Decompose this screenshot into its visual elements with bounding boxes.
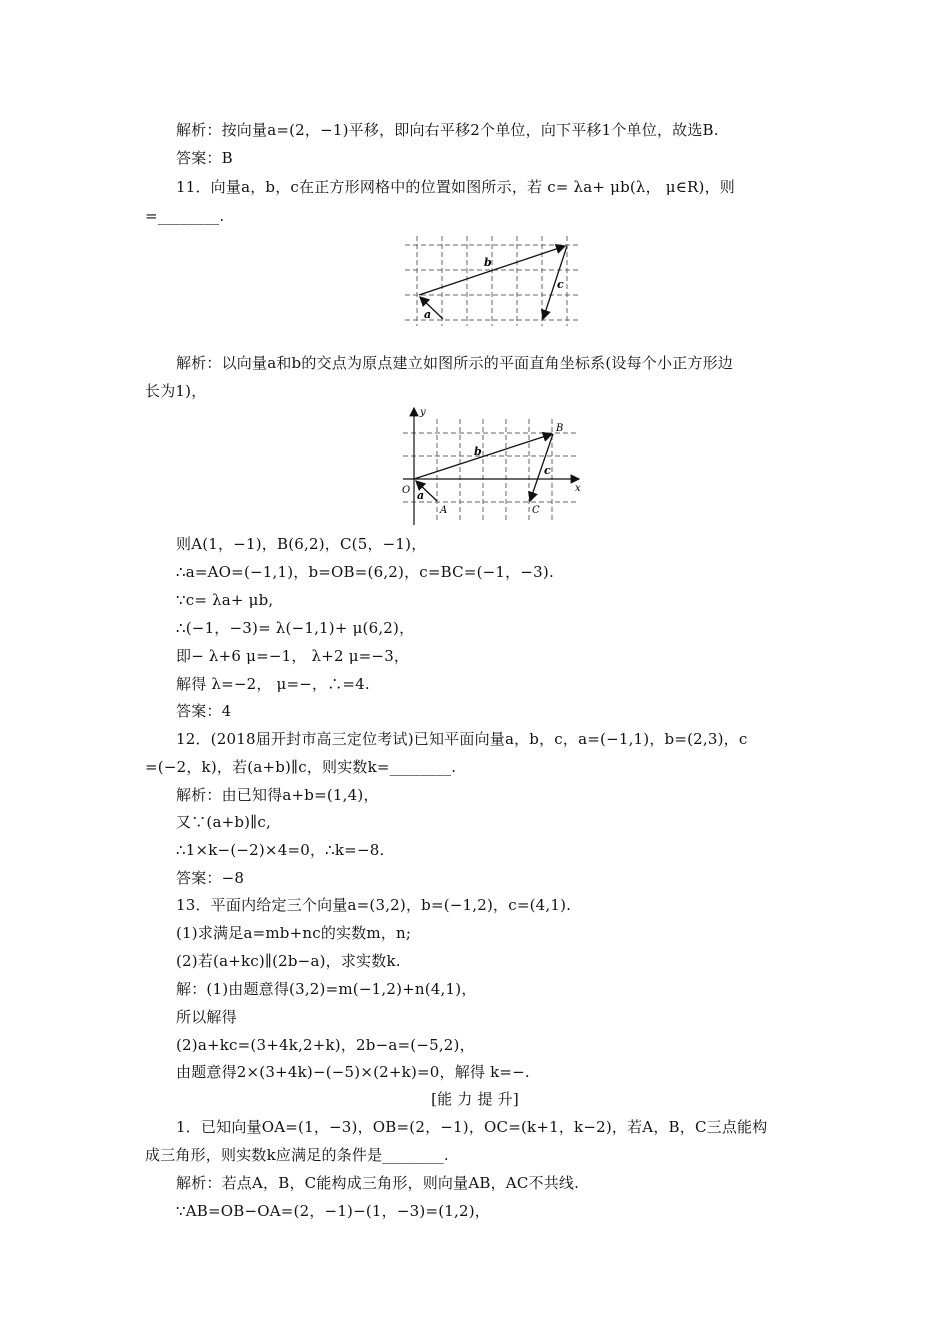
text-line: 11．向量a，b，c在正方形网格中的位置如图所示，若 c= λa+ μb(λ， μ∈R)，则 bbox=[176, 178, 736, 196]
text-line: 又∵(a+b)∥c, bbox=[176, 813, 271, 831]
label-c: c bbox=[544, 464, 551, 477]
text-line: 解：(1)由题意得(3,2)=m(−1,2)+n(4,1)， bbox=[176, 980, 477, 998]
text-line: 解析：按向量a=(2，−1)平移，即向右平移2个单位，向下平移1个单位，故选B. bbox=[176, 121, 719, 139]
text-line: 长为1)， bbox=[145, 382, 207, 400]
label-A: A bbox=[440, 505, 448, 516]
text-line: (2)若(a+kc)∥(2b−a)，求实数k. bbox=[176, 952, 401, 970]
text-line: 解析：由已知得a+b=(1,4)， bbox=[176, 786, 379, 804]
text-line: (2)a+kc=(3+4k,2+k)，2b−a=(−5,2)， bbox=[176, 1036, 475, 1054]
text-line: 13．平面内给定三个向量a=(3,2)，b=(−1,2)，c=(4,1). bbox=[176, 896, 572, 914]
text-line: ∴(−1，−3)= λ(−1,1)+ μ(6,2)， bbox=[176, 619, 415, 637]
text-line: ∴1×k−(−2)×4=0，∴k=−8. bbox=[176, 841, 385, 859]
label-y: y bbox=[420, 407, 426, 418]
text-line: 即− λ+6 μ=−1， λ+2 μ=−3， bbox=[176, 647, 410, 665]
label-c: c bbox=[557, 278, 564, 291]
text-line: 答案：−8 bbox=[176, 869, 245, 887]
label-B: B bbox=[556, 423, 564, 434]
text-line: 由题意得2×(3+4k)−(−5)×(2+k)=0，解得 k=−. bbox=[176, 1063, 530, 1081]
label-O: O bbox=[402, 485, 411, 496]
text-line: ∵c= λa+ μb, bbox=[176, 591, 274, 609]
text-line: 答案：4 bbox=[176, 702, 232, 720]
label-x: x bbox=[575, 483, 581, 494]
text-line: 解析：若点A，B，C能构成三角形，则向量AB，AC不共线. bbox=[176, 1174, 580, 1192]
section-heading: [能 力 提 升] bbox=[431, 1090, 519, 1108]
text-line: 12．(2018届开封市高三定位考试)已知平面向量a，b，c，a=(−1,1)，b=(2,3)，c bbox=[176, 730, 748, 748]
label-a: a bbox=[417, 489, 425, 502]
vector-grid-figure bbox=[400, 232, 585, 328]
text-line: 则A(1，−1)，B(6,2)，C(5，−1)， bbox=[176, 535, 427, 553]
label-C: C bbox=[532, 505, 540, 516]
text-line: 解析：以向量a和b的交点为原点建立如图所示的平面直角坐标系(设每个小正方形边 bbox=[176, 354, 734, 372]
text-line: (1)求满足a=mb+nc的实数m，n; bbox=[176, 924, 412, 942]
label-b: b bbox=[484, 256, 492, 269]
label-a: a bbox=[424, 308, 432, 321]
text-line: =________. bbox=[145, 207, 225, 225]
coordinate-figure bbox=[397, 403, 587, 527]
text-line: ∴a=AO=(−1,1)，b=OB=(6,2)，c=BC=(−1，−3). bbox=[176, 563, 554, 581]
text-line: 所以解得 bbox=[176, 1008, 237, 1026]
text-line: 1．已知向量OA=(1，−3)，OB=(2，−1)，OC=(k+1，k−2)，若A，B，C三点能构 bbox=[176, 1118, 768, 1136]
label-b: b bbox=[474, 445, 482, 458]
text-line: 成三角形，则实数k应满足的条件是________. bbox=[145, 1146, 449, 1164]
text-line: =(−2，k)，若(a+b)∥c，则实数k=________. bbox=[145, 758, 457, 776]
text-line: 答案：B bbox=[176, 149, 233, 167]
text-line: ∵AB=OB−OA=(2，−1)−(1，−3)=(1,2)， bbox=[176, 1202, 490, 1220]
text-line: 解得 λ=−2， μ=−，∴=4. bbox=[176, 675, 370, 693]
